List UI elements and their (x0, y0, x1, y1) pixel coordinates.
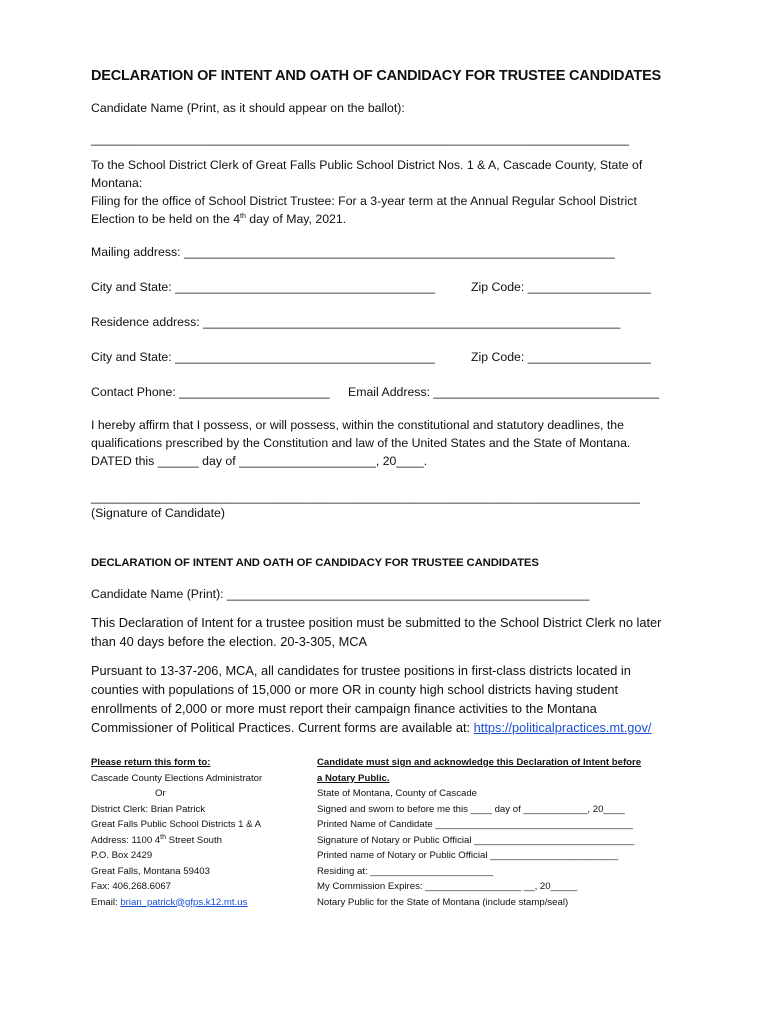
notary-heading-1: Candidate must sign and acknowledge this Declaration of Intent before (317, 757, 642, 768)
city-state-field-2[interactable]: City and State: ______________________________________ (91, 350, 435, 364)
mailing-address-field[interactable]: Mailing address: _______________________________________________________________ (91, 245, 615, 259)
return-line-5: Address: 1100 4th Street South (91, 833, 222, 846)
dated-field[interactable]: DATED this ______ day of ____________________, 20____. (91, 454, 428, 468)
candidate-name-line[interactable]: _____________________________________________________________________________ (91, 132, 630, 146)
return-to-heading: Please return this form to: (91, 757, 211, 768)
return-line-1: Cascade County Elections Administrator (91, 772, 263, 784)
return-line-3: District Clerk: Brian Patrick (91, 803, 206, 815)
pursuant-text: Pursuant to 13-37-206, MCA, all candidates for trustee positions in first-class districts located in counties with populations of 15,000 or more OR in county high school districts having student enrollments of 2,000 or more must report their campaign finance activities to the Montana Commissioner of Political Practices. Current forms are available at: https://politicalpractices.mt.gov/ (91, 663, 652, 735)
notary-line-2[interactable]: Signed and sworn to before me this ____ day of ____________, 20____ (317, 803, 625, 815)
return-line-6: P.O. Box 2429 (91, 850, 153, 861)
notary-line-8: Notary Public for the State of Montana (include stamp/seal) (317, 896, 569, 908)
return-line-7: Great Falls, Montana 59403 (91, 865, 210, 877)
return-to-block (91, 755, 262, 910)
to-clerk-text: To the School District Clerk of Great Falls Public School District Nos. 1 & A, Cascade County, State of Montana: (91, 158, 643, 190)
candidate-name-label: Candidate Name (Print, as it should appear on the ballot): (91, 101, 405, 115)
city-state-field-1[interactable]: City and State: ______________________________________ (91, 280, 435, 294)
notary-line-6[interactable]: Residing at: _______________________ (317, 865, 494, 877)
notary-block (317, 755, 641, 910)
form1-title: DECLARATION OF INTENT AND OATH OF CANDIDACY FOR TRUSTEE CANDIDATES (91, 68, 662, 84)
deadline-text: This Declaration of Intent for a trustee position must be submitted to the School District Clerk no later than 40 days before the election. 20-3-305, MCA (91, 615, 662, 649)
political-practices-link[interactable]: https://politicalpractices.mt.gov/ (473, 720, 652, 735)
notary-line-7[interactable]: My Commission Expires: __________________ __, 20_____ (317, 881, 578, 892)
zip-code-field-1[interactable]: Zip Code: __________________ (471, 280, 651, 294)
affirmation-text: I hereby affirm that I possess, or will possess, within the constitutional and statutory deadlines, the qualifications prescribed by the Constitution and law of the United States and the State of Montana. (91, 418, 631, 450)
residence-address-field[interactable]: Residence address: _____________________________________________________________ (91, 315, 621, 329)
return-line-8: Fax: 406.268.6067 (91, 881, 172, 892)
notary-line-4[interactable]: Signature of Notary or Public Official ______________________________ (317, 834, 635, 846)
contact-phone-field[interactable]: Contact Phone: ______________________ (91, 385, 330, 399)
return-line-4: Great Falls Public School Districts 1 & A (91, 819, 262, 830)
filing-text: Filing for the office of School District Trustee: For a 3-year term at the Annual Regular School District Election to be held on the 4th day of May, 2021. (91, 194, 637, 226)
zip-code-field-2[interactable]: Zip Code: __________________ (471, 350, 651, 364)
return-line-or: Or (155, 788, 166, 799)
email-link[interactable]: brian_patrick@gfps.k12.mt.us (120, 896, 248, 908)
notary-heading-2: a Notary Public. (317, 772, 390, 784)
return-email-line: Email: brian_patrick@gfps.k12.mt.us (91, 896, 248, 908)
email-address-field[interactable]: Email Address: _________________________________ (348, 385, 660, 399)
candidate-name-print-field[interactable]: Candidate Name (Print): _____________________________________________________ (91, 587, 590, 601)
notary-line-3[interactable]: Printed Name of Candidate _____________________________________ (317, 819, 633, 830)
form2-title: DECLARATION OF INTENT AND OATH OF CANDIDACY FOR TRUSTEE CANDIDATES (91, 557, 539, 569)
notary-line-1: State of Montana, County of Cascade (317, 788, 477, 799)
signature-label: (Signature of Candidate) (91, 506, 225, 520)
notary-line-5[interactable]: Printed name of Notary or Public Official ________________________ (317, 850, 619, 861)
signature-line[interactable]: ______________________________________________________________________________ (91, 490, 641, 504)
